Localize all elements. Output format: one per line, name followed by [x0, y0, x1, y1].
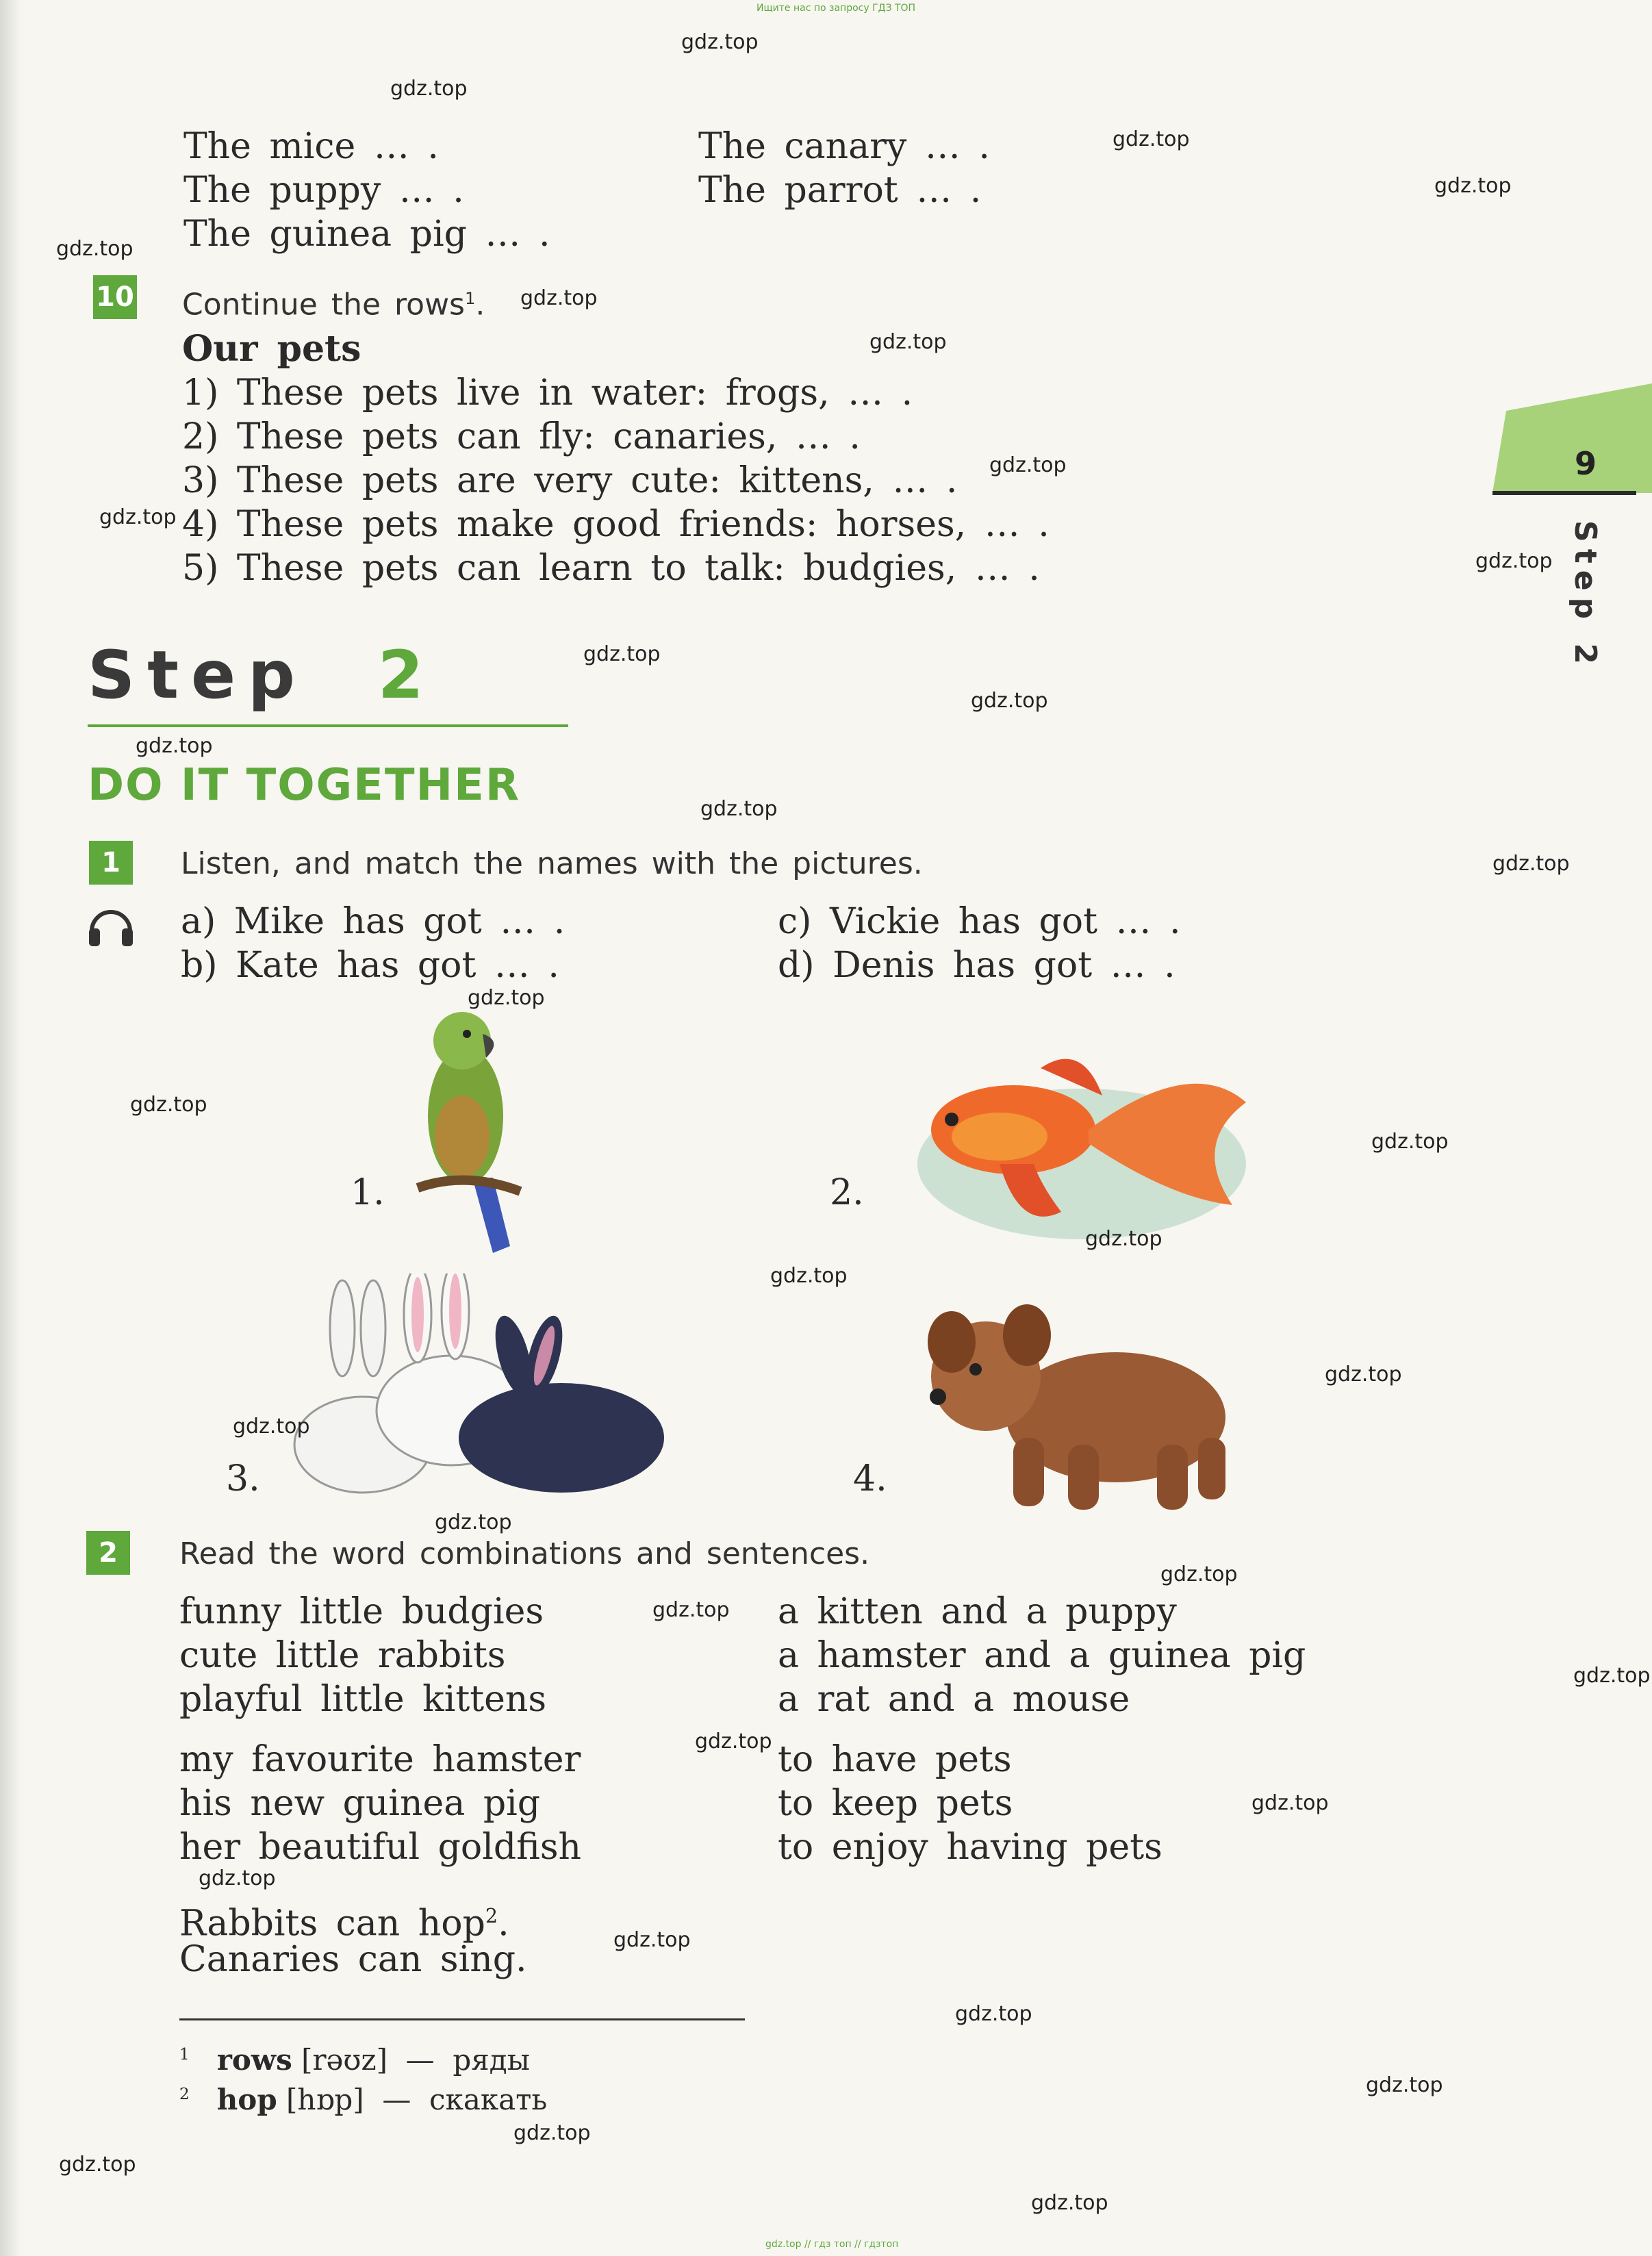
watermark: gdz.top: [1366, 2073, 1443, 2097]
watermark: gdz.top: [652, 1598, 730, 1622]
ex1-item-b: b) Kate has got … .: [181, 945, 559, 986]
watermark: gdz.top: [1371, 1130, 1449, 1154]
ex1-item-c: c) Vickie has got … .: [778, 901, 1181, 942]
footnote-1-mark: 1: [179, 2046, 190, 2064]
watermark: gdz.top: [1160, 1562, 1238, 1586]
watermark: gdz.top: [1475, 549, 1553, 573]
footnote-2-mark: 2: [179, 2086, 190, 2103]
ex2-right-a-1: a kitten and a puppy: [778, 1591, 1177, 1632]
top-banner: Ищите нас по запросу ГДЗ ТОП: [757, 3, 916, 14]
watermark: gdz.top: [1085, 1227, 1162, 1251]
ex10-number-badge: 10: [93, 275, 137, 319]
ex1-item-d: d) Denis has got … .: [778, 945, 1176, 986]
goldfish-illustration: [904, 1027, 1260, 1249]
rabbits-illustration: [274, 1273, 671, 1509]
ex2-left-b-2: his new guinea pig: [179, 1783, 541, 1824]
picture-label-3: 3.: [226, 1458, 260, 1499]
ex1-number-badge: 1: [89, 841, 133, 885]
ex10-item-3: 3) These pets are very cute: kittens, … .: [182, 460, 958, 501]
ex2-right-b-1: to have pets: [778, 1739, 1012, 1780]
bottom-banner: gdz.top // гдз топ // гдзтоп: [765, 2239, 899, 2250]
ex2-left-a-2: cute little rabbits: [179, 1635, 506, 1676]
watermark: gdz.top: [435, 1510, 512, 1534]
ex2-left-b-3: her beautiful goldfish: [179, 1827, 581, 1868]
ex10-subtitle: Our pets: [182, 328, 361, 370]
ex10-instruction-text: Continue the rows: [182, 287, 465, 322]
section-title: DO IT TOGETHER: [88, 760, 521, 811]
watermark: gdz.top: [130, 1093, 207, 1117]
watermark: gdz.top: [390, 77, 468, 101]
watermark: gdz.top: [989, 453, 1067, 477]
ex2-left-a-1: funny little budgies: [179, 1591, 544, 1632]
watermark: gdz.top: [520, 286, 598, 310]
watermark: gdz.top: [56, 237, 134, 261]
ex1-instruction: Listen, and match the names with the pictures.: [181, 846, 923, 881]
watermark: gdz.top: [199, 1866, 276, 1890]
ex10-item-1: 1) These pets live in water: frogs, … .: [182, 372, 913, 414]
ex2-footnote-mark: 2: [485, 1904, 498, 1927]
step-number: 2: [377, 637, 436, 713]
ex2-number-badge: 2: [86, 1531, 130, 1575]
footnote-1-translation: ряды: [453, 2043, 531, 2077]
watermark: gdz.top: [136, 734, 213, 758]
watermark: gdz.top: [233, 1415, 310, 1438]
footnote-2-transcription: [hɒp]: [286, 2083, 364, 2116]
footnote-2: [179, 2075, 547, 2120]
footnote-2-translation: скакать: [429, 2083, 548, 2116]
watermark: gdz.top: [59, 2153, 136, 2177]
page-binding-shadow: [0, 0, 21, 2256]
puppy-illustration: [911, 1301, 1239, 1523]
watermark: gdz.top: [700, 797, 778, 821]
parrot-illustration: [390, 1000, 555, 1263]
watermark: gdz.top: [955, 2002, 1032, 2026]
footnote-2-word: hop: [216, 2083, 277, 2116]
ex2-right-b-2: to keep pets: [778, 1783, 1013, 1824]
picture-label-4: 4.: [853, 1458, 887, 1499]
page-tab: [1492, 383, 1652, 712]
watermark: gdz.top: [1113, 127, 1190, 151]
page-number: 9: [1575, 445, 1597, 482]
watermark: gdz.top: [1573, 1664, 1651, 1688]
footnote-2-dash: —: [382, 2083, 411, 2116]
ex9-row-2-right: The parrot … .: [698, 170, 982, 211]
ex9-row-1-right: The canary … .: [698, 126, 990, 167]
watermark: gdz.top: [770, 1264, 848, 1288]
ex9-row-2-left: The puppy … .: [183, 170, 464, 211]
watermark: gdz.top: [1031, 2191, 1108, 2215]
ex10-item-4: 4) These pets make good friends: horses, … .: [182, 504, 1050, 545]
ex2-instruction: Read the word combinations and sentences.: [179, 1536, 870, 1571]
ex2-left-a-3: playful little kittens: [179, 1679, 547, 1720]
ex2-sentence-1-text: Rabbits can hop: [179, 1903, 485, 1944]
ex9-row-3-left: The guinea pig … .: [183, 214, 550, 255]
ex10-footnote-mark: 1: [464, 289, 476, 308]
watermark: gdz.top: [971, 689, 1048, 713]
step-heading: [88, 637, 436, 713]
step-word: Step: [88, 637, 307, 713]
footnote-1: [179, 2035, 530, 2080]
page-tab-label: Step 2: [1568, 520, 1603, 671]
ex10-instruction: Continue the rows$^1$.: [182, 287, 485, 322]
picture-label-1: 1.: [351, 1172, 385, 1213]
watermark: gdz.top: [99, 505, 177, 529]
ex1-item-a: a) Mike has got … .: [181, 901, 566, 942]
watermark: gdz.top: [681, 30, 759, 54]
watermark: gdz.top: [1492, 852, 1570, 876]
ex2-sentence-2: Canaries can sing.: [179, 1939, 527, 1980]
footnote-1-word: rows: [216, 2043, 292, 2077]
ex10-item-2: 2) These pets can fly: canaries, … .: [182, 416, 861, 457]
ex10-item-5: 5) These pets can learn to talk: budgies, … .: [182, 548, 1040, 589]
watermark: gdz.top: [869, 330, 947, 354]
watermark: gdz.top: [1434, 174, 1512, 198]
ex2-sentence-1: Rabbits can hop$^2$.: [179, 1903, 509, 1944]
watermark: gdz.top: [513, 2121, 591, 2145]
watermark: gdz.top: [1325, 1363, 1402, 1386]
ex2-left-b-1: my favourite hamster: [179, 1739, 581, 1780]
footnote-1-dash: —: [405, 2043, 435, 2077]
watermark: gdz.top: [468, 986, 545, 1010]
ex2-right-b-3: to enjoy having pets: [778, 1827, 1162, 1868]
watermark: gdz.top: [613, 1928, 691, 1952]
ex2-right-a-2: a hamster and a guinea pig: [778, 1635, 1306, 1676]
watermark: gdz.top: [583, 642, 661, 666]
footnote-1-transcription: [rəʊz]: [301, 2043, 387, 2077]
footnote-divider: [179, 2018, 745, 2020]
watermark: gdz.top: [1251, 1791, 1329, 1815]
picture-label-2: 2.: [830, 1172, 864, 1213]
ex2-right-a-3: a rat and a mouse: [778, 1679, 1130, 1720]
ex9-row-1-left: The mice … .: [183, 126, 439, 167]
headphones-icon: [86, 901, 136, 952]
step-underline: [88, 724, 568, 727]
watermark: gdz.top: [695, 1729, 772, 1753]
